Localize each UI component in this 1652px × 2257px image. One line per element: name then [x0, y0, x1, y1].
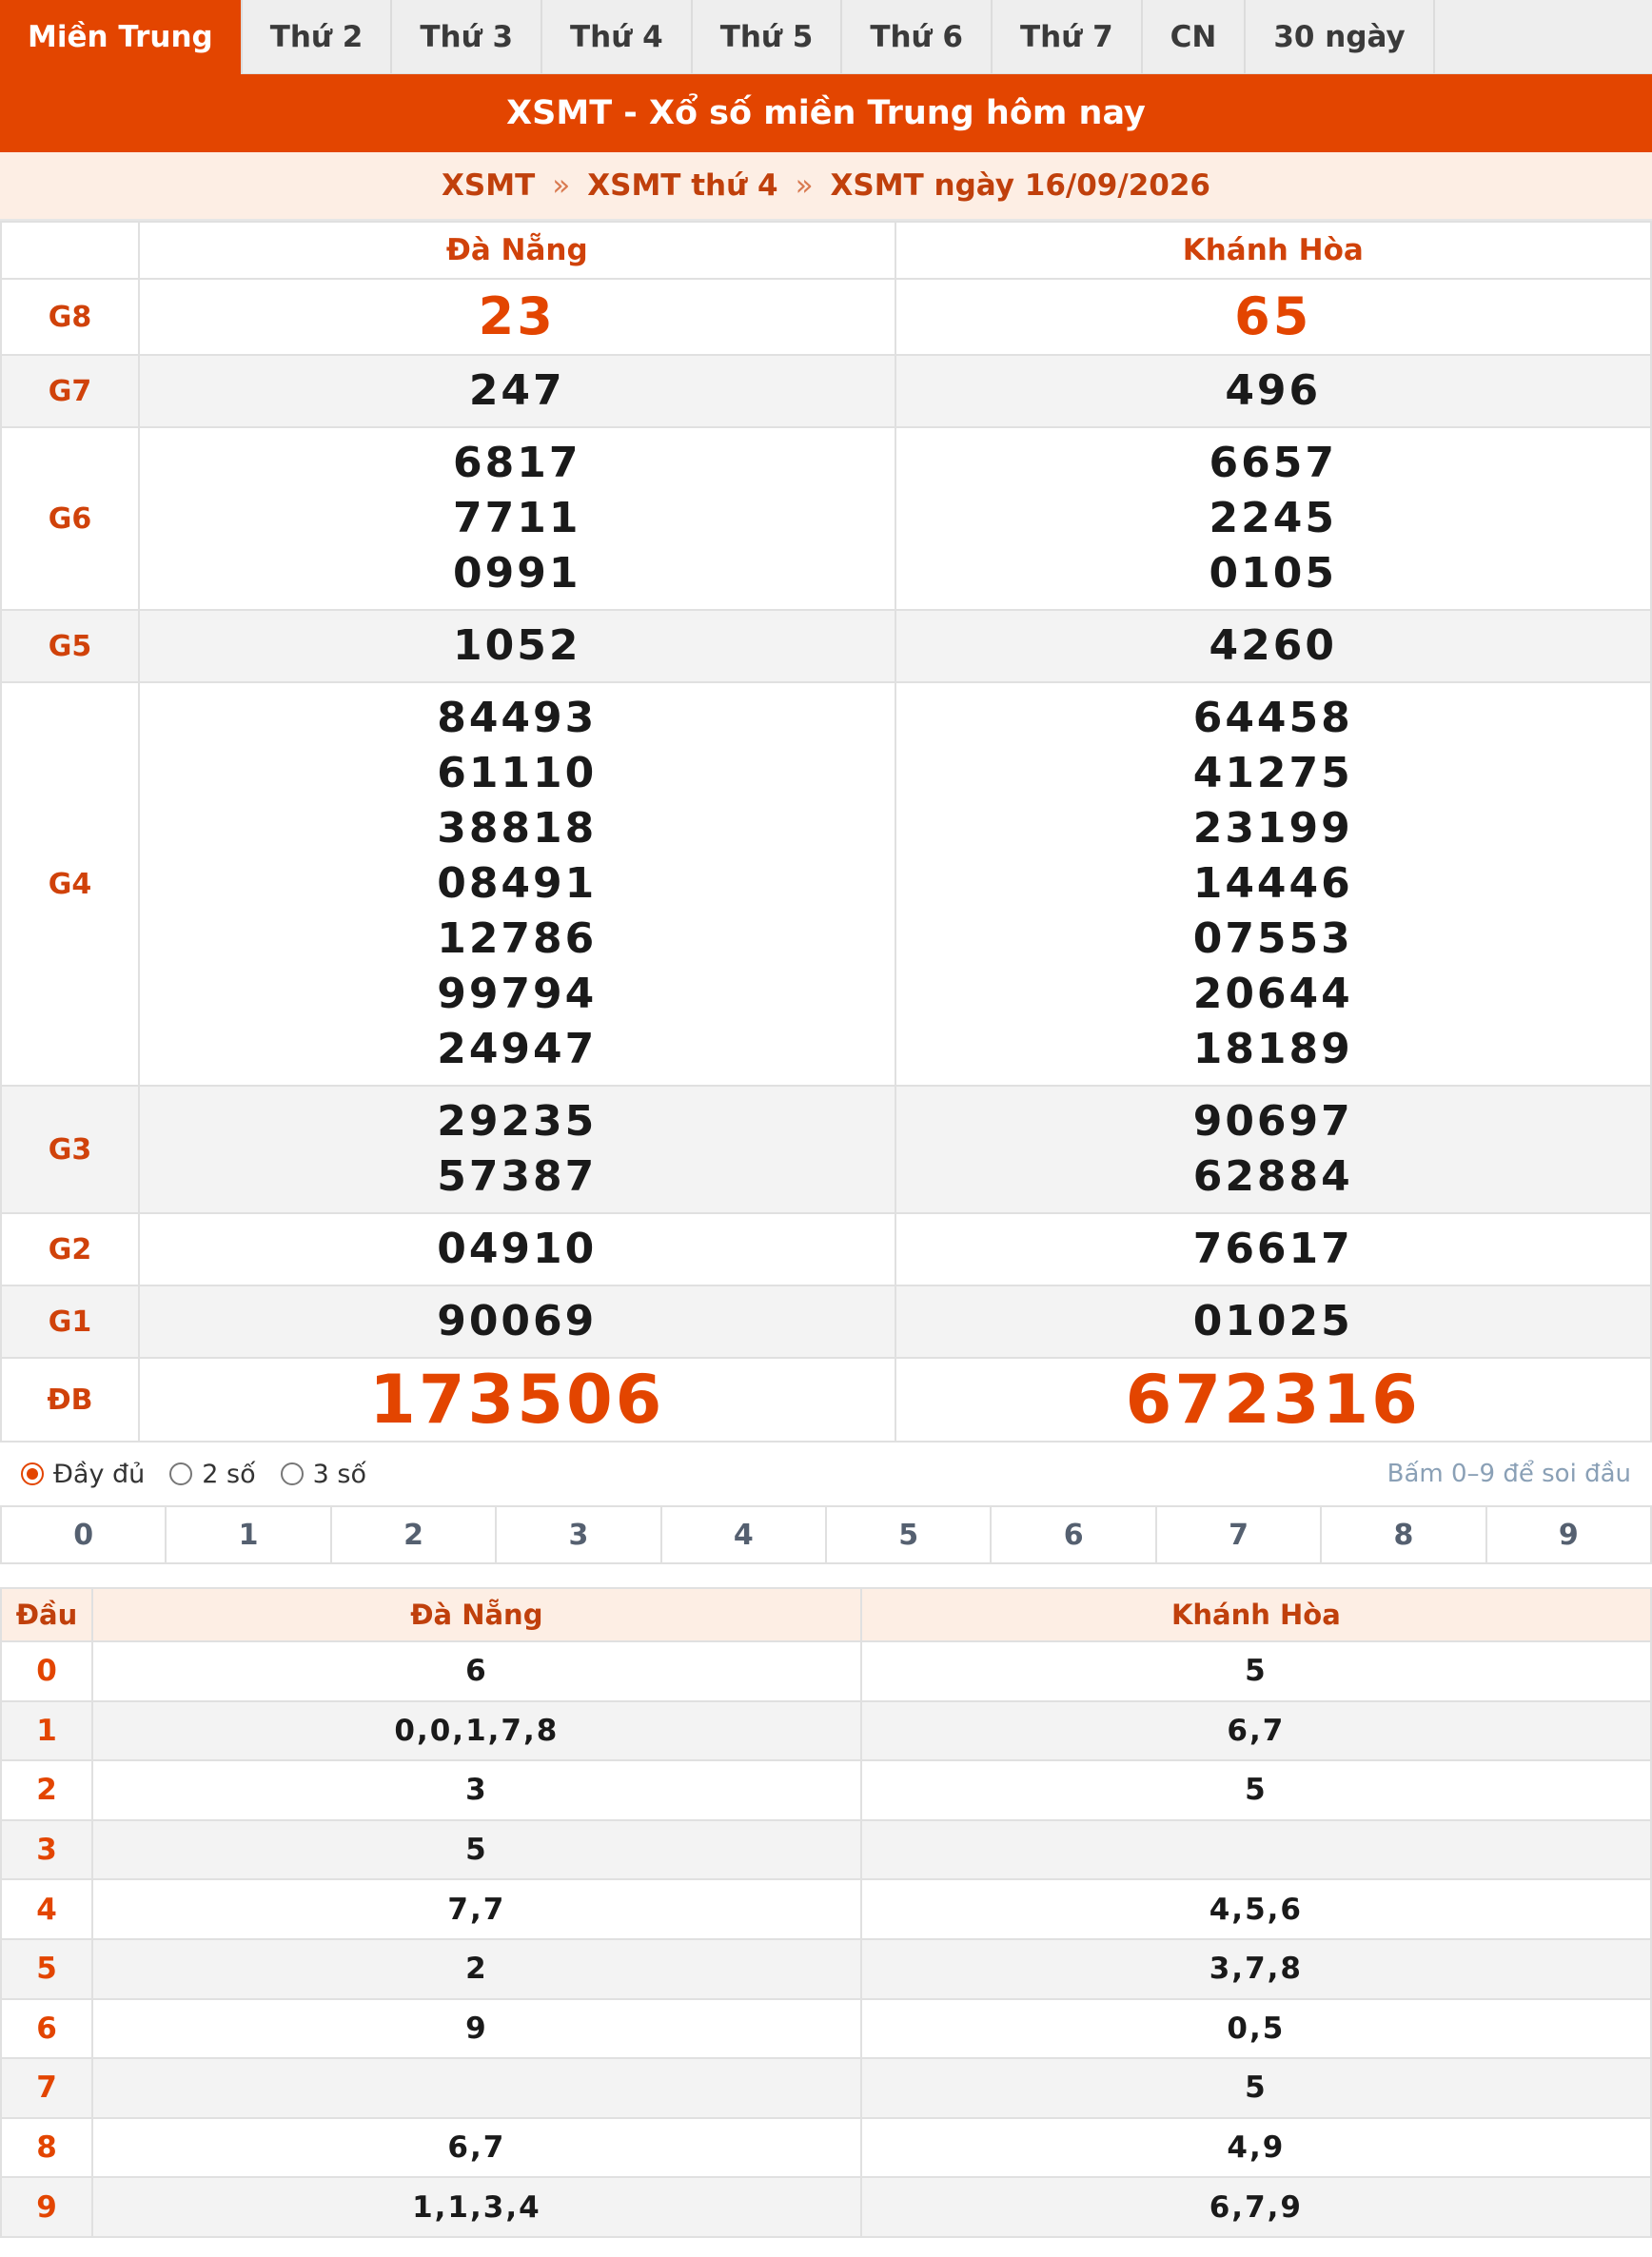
prize-row — [1, 682, 1651, 1086]
prize-number: 6657 — [1209, 439, 1337, 487]
digit-button-1[interactable]: 1 — [167, 1507, 331, 1562]
prize-number: 23199 — [1192, 804, 1353, 853]
loto-row — [1, 1879, 1651, 1939]
province-header: Đà Nẵng — [139, 222, 895, 279]
digit-button-0[interactable]: 0 — [0, 1507, 167, 1562]
breadcrumb-separator: » — [795, 168, 814, 203]
loto-values — [861, 1820, 1651, 1880]
loto-values: 6,7,9 — [861, 2177, 1651, 2237]
digit-button-5[interactable]: 5 — [827, 1507, 992, 1562]
prize-number: 14446 — [1192, 859, 1353, 908]
loto-values: 4,9 — [861, 2118, 1651, 2178]
prize-label: G8 — [1, 279, 139, 355]
dau-digit: 6 — [1, 1999, 92, 2059]
prize-number: 496 — [1225, 366, 1322, 415]
loto-row — [1, 1999, 1651, 2059]
loto-values: 5 — [861, 2058, 1651, 2118]
prize-cell — [895, 355, 1652, 427]
corner-cell — [1, 222, 139, 279]
prize-number: 76617 — [1192, 1225, 1353, 1273]
prize-row — [1, 1286, 1651, 1358]
tab-thu-5[interactable]: Thứ 5 — [693, 0, 843, 74]
loto-values: 5 — [861, 1641, 1651, 1701]
mode-full-radio[interactable] — [21, 1460, 145, 1489]
loto-values: 6,7 — [861, 1701, 1651, 1761]
prize-number: 0991 — [453, 549, 581, 598]
prize-number: 64458 — [1192, 694, 1353, 742]
digit-button-2[interactable]: 2 — [332, 1507, 497, 1562]
prize-number: 6817 — [453, 439, 581, 487]
prize-cell — [139, 1086, 895, 1213]
digit-hint: Bấm 0–9 để soi đầu — [1386, 1460, 1631, 1488]
results-header-row — [1, 222, 1651, 279]
loto-values: 2 — [92, 1939, 861, 1999]
loto-row — [1, 1939, 1651, 1999]
tab-thu-4[interactable]: Thứ 4 — [542, 0, 693, 74]
results-table — [0, 221, 1652, 1443]
prize-cell — [895, 1286, 1652, 1358]
mode-label: Đầy đủ — [53, 1459, 146, 1489]
mode-3-digits-radio[interactable] — [281, 1460, 366, 1489]
radio-unchecked-icon — [281, 1462, 304, 1485]
prize-row — [1, 355, 1651, 427]
prize-cell — [895, 1213, 1652, 1286]
prize-number: 65 — [1234, 286, 1312, 346]
prize-number: 62884 — [1192, 1152, 1353, 1201]
prize-number: 20644 — [1192, 970, 1353, 1018]
loto-values: 5 — [92, 1820, 861, 1880]
prize-label: G6 — [1, 427, 139, 610]
prize-cell — [895, 1358, 1652, 1442]
breadcrumb-xsmt[interactable]: XSMT — [442, 168, 536, 203]
loto-values: 5 — [861, 1760, 1651, 1820]
dau-digit: 3 — [1, 1820, 92, 1880]
digit-button-8[interactable]: 8 — [1322, 1507, 1486, 1562]
prize-label: ĐB — [1, 1358, 139, 1442]
tab-mien-trung[interactable]: Miền Trung — [0, 0, 243, 74]
tab-thu-2[interactable]: Thứ 2 — [243, 0, 393, 74]
breadcrumb-xsmt-thu-4[interactable]: XSMT thứ 4 — [587, 168, 778, 203]
dau-digit: 4 — [1, 1879, 92, 1939]
loto-row — [1, 2177, 1651, 2237]
prize-row — [1, 1086, 1651, 1213]
dau-digit: 8 — [1, 2118, 92, 2178]
dau-digit: 2 — [1, 1760, 92, 1820]
prize-number: 99794 — [437, 970, 598, 1018]
digit-button-7[interactable]: 7 — [1157, 1507, 1322, 1562]
mode-label: 2 số — [202, 1459, 256, 1489]
loto-row — [1, 1820, 1651, 1880]
breadcrumb-separator: » — [552, 168, 571, 203]
tab-thu-7[interactable]: Thứ 7 — [993, 0, 1143, 74]
prize-row — [1, 610, 1651, 682]
loto-header-row — [1, 1588, 1651, 1641]
prize-cell — [895, 1086, 1652, 1213]
prize-number: 23 — [478, 286, 556, 346]
prize-label: G2 — [1, 1213, 139, 1286]
dau-digit: 1 — [1, 1701, 92, 1761]
prize-cell — [139, 355, 895, 427]
digit-button-3[interactable]: 3 — [497, 1507, 661, 1562]
loto-row — [1, 1641, 1651, 1701]
loto-row — [1, 1701, 1651, 1761]
prize-cell — [895, 682, 1652, 1086]
prize-number: 38818 — [437, 804, 598, 853]
prize-number: 2245 — [1209, 494, 1337, 542]
prize-number: 01025 — [1192, 1297, 1353, 1345]
prize-number: 61110 — [437, 749, 598, 797]
prize-cell — [139, 1213, 895, 1286]
mode-2-digits-radio[interactable] — [169, 1460, 255, 1489]
prize-number: 90697 — [1192, 1097, 1353, 1146]
prize-cell — [139, 1358, 895, 1442]
loto-values: 6,7 — [92, 2118, 861, 2178]
loto-row — [1, 2118, 1651, 2178]
radio-unchecked-icon — [169, 1462, 192, 1485]
breadcrumb-current-date[interactable]: XSMT ngày 16/09/2026 — [830, 168, 1210, 203]
prize-number: 7711 — [453, 494, 581, 542]
day-tabs — [0, 0, 1652, 74]
prize-number: 84493 — [437, 694, 598, 742]
prize-number: 07553 — [1192, 914, 1353, 963]
loto-values: 3,7,8 — [861, 1939, 1651, 1999]
prize-cell — [139, 610, 895, 682]
page-title: XSMT - Xổ số miền Trung hôm nay — [0, 74, 1652, 152]
prize-number: 12786 — [437, 914, 598, 963]
prize-cell — [139, 279, 895, 355]
prize-label: G7 — [1, 355, 139, 427]
prize-cell — [895, 610, 1652, 682]
prize-number: 173506 — [369, 1361, 665, 1439]
loto-row — [1, 1760, 1651, 1820]
loto-values: 4,5,6 — [861, 1879, 1651, 1939]
prize-number: 57387 — [437, 1152, 598, 1201]
loto-values: 3 — [92, 1760, 861, 1820]
digit-button-6[interactable]: 6 — [992, 1507, 1156, 1562]
prize-number: 0105 — [1209, 549, 1337, 598]
province-header: Đà Nẵng — [92, 1588, 861, 1641]
prize-cell — [895, 279, 1652, 355]
prize-row — [1, 279, 1651, 355]
prize-number: 4260 — [1209, 621, 1337, 670]
prize-cell — [139, 682, 895, 1086]
loto-values: 0,5 — [861, 1999, 1651, 2059]
digit-button-4[interactable]: 4 — [662, 1507, 827, 1562]
prize-row — [1, 1213, 1651, 1286]
prize-cell — [139, 1286, 895, 1358]
mode-label: 3 số — [312, 1459, 366, 1489]
digit-button-9[interactable]: 9 — [1487, 1507, 1652, 1562]
loto-row — [1, 2058, 1651, 2118]
prize-row — [1, 1358, 1651, 1442]
prize-label: G5 — [1, 610, 139, 682]
province-header: Khánh Hòa — [861, 1588, 1651, 1641]
prize-number: 29235 — [437, 1097, 598, 1146]
province-header: Khánh Hòa — [895, 222, 1652, 279]
radio-checked-icon — [21, 1462, 44, 1485]
dau-digit: 0 — [1, 1641, 92, 1701]
loto-table — [0, 1587, 1652, 2238]
display-options — [0, 1443, 1652, 1505]
loto-values: 0,0,1,7,8 — [92, 1701, 861, 1761]
loto-values: 1,1,3,4 — [92, 2177, 861, 2237]
prize-number: 90069 — [437, 1297, 598, 1345]
prize-number: 24947 — [437, 1025, 598, 1073]
breadcrumb — [0, 152, 1652, 221]
dau-digit: 5 — [1, 1939, 92, 1999]
prize-number: 18189 — [1192, 1025, 1353, 1073]
dau-header: Đầu — [1, 1588, 92, 1641]
loto-values: 9 — [92, 1999, 861, 2059]
prize-row — [1, 427, 1651, 610]
dau-digit: 9 — [1, 2177, 92, 2237]
prize-number: 1052 — [453, 621, 581, 670]
prize-label: G3 — [1, 1086, 139, 1213]
tab-30-ngay[interactable]: 30 ngày — [1246, 0, 1434, 74]
tab-thu-6[interactable]: Thứ 6 — [842, 0, 993, 74]
tab-cn[interactable]: CN — [1143, 0, 1247, 74]
prize-label: G4 — [1, 682, 139, 1086]
dau-digit: 7 — [1, 2058, 92, 2118]
prize-number: 08491 — [437, 859, 598, 908]
prize-cell — [139, 427, 895, 610]
prize-number: 247 — [468, 366, 565, 415]
digit-filter-row — [0, 1505, 1652, 1564]
loto-values: 6 — [92, 1641, 861, 1701]
prize-label: G1 — [1, 1286, 139, 1358]
prize-number: 41275 — [1192, 749, 1353, 797]
prize-cell — [895, 427, 1652, 610]
tab-thu-3[interactable]: Thứ 3 — [392, 0, 542, 74]
prize-number: 672316 — [1125, 1361, 1421, 1439]
loto-values: 7,7 — [92, 1879, 861, 1939]
prize-number: 04910 — [437, 1225, 598, 1273]
loto-values — [92, 2058, 861, 2118]
